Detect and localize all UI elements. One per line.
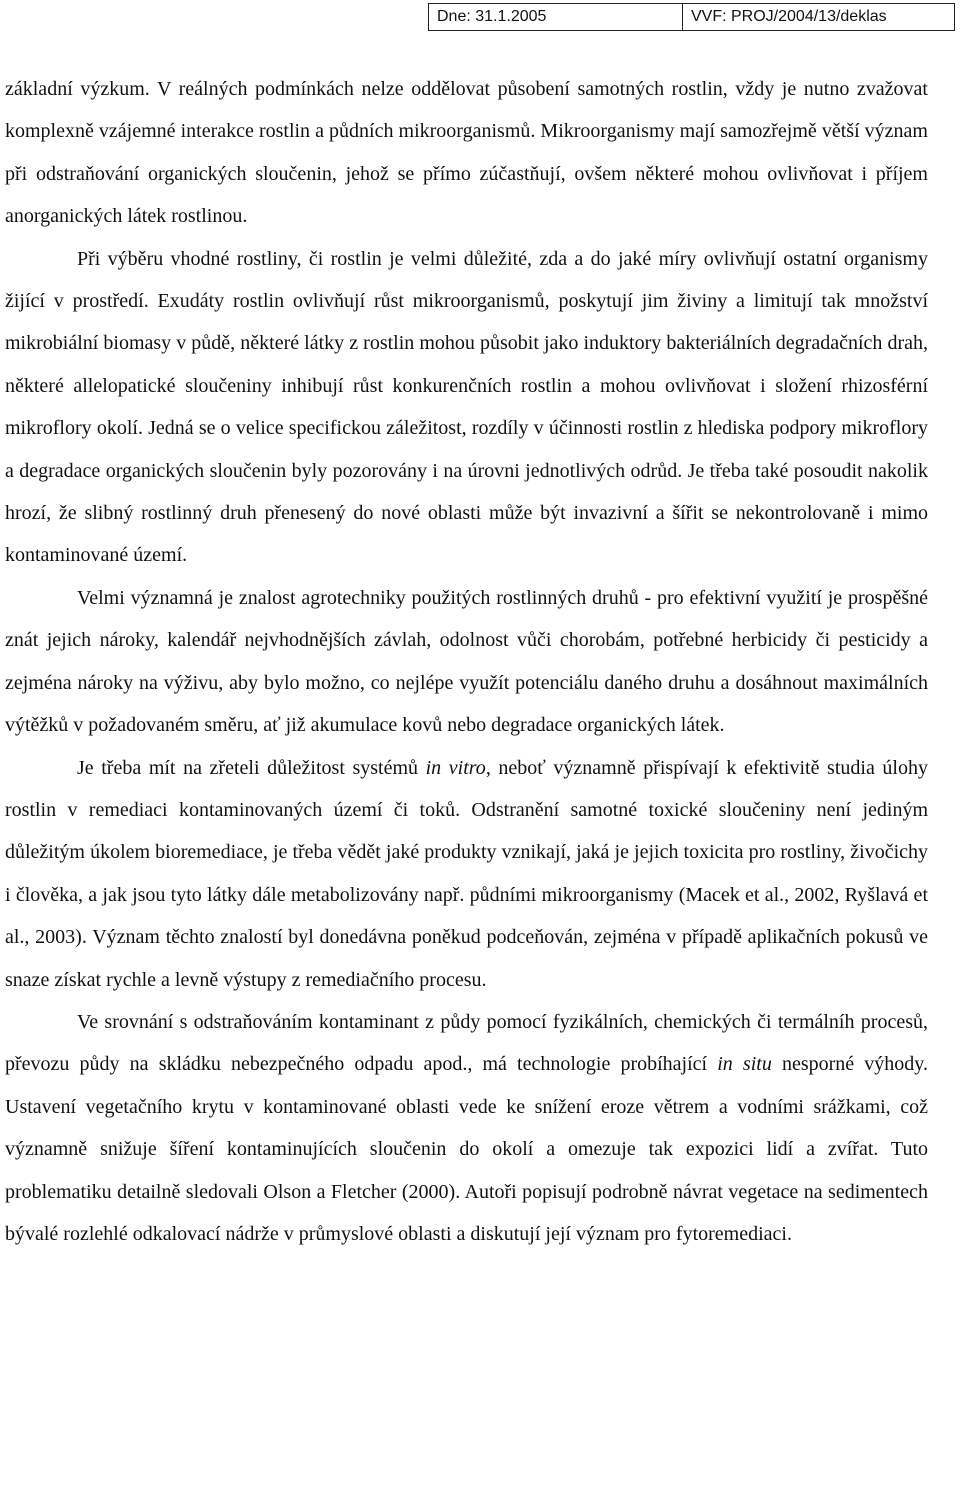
paragraph-5-text-a: Ve srovnání s odstraňováním kontaminant z půdy pomocí fyzikálních, chemických či termálníh procesů, převozu půdy na skládku nebezpečného odpadu apod., má technologie probíhající xyxy=(5,1010,928,1076)
header-document-id: VVF: PROJ/2004/13/deklas xyxy=(682,4,954,30)
header-date: Dne: 31.1.2005 xyxy=(437,8,547,25)
document-body xyxy=(5,68,928,1255)
paragraph-3: Velmi významná je znalost agrotechniky použitých rostlinných druhů - pro efektivní využití je prospěšné znát jejich nároky, kalendář nejvhodnějších závlah, odolnost vůči chorobám, potřebné herbicidy či pesticidy a zejména nároky na výživu, aby bylo možno, co nejlépe využít potenciálu daného druhu a dosáhnout maximálních výtěžků v požadovaném směru, ať již akumulace kovů nebo degradace organických látek. xyxy=(5,586,928,737)
paragraph-5-text-b: nesporné výhody. Ustavení vegetačního krytu v kontaminované oblasti vede ke snížení eroze větrem a vodními srážkami, což významně snižuje šíření kontaminujících sloučenin do okolí a omezuje tak expozici lidí a zvířat. Tuto problematiku detailně sledovali Olson a Fletcher (2000). Autoři popisují podrobně návrat vegetace na sedimentech bývalé rozlehlé odkalovací nádrže v průmyslové oblasti a diskutují její význam pro fytoremediaci. xyxy=(5,1053,928,1245)
in-situ-term: in situ xyxy=(717,1053,772,1076)
paragraph-4-text-b: , neboť významně přispívají k efektivitě studia úlohy rostlin v remediaci kontaminovaných území či toků. Odstranění samotné toxické sloučeniny není jediným důležitým úkolem bioremediace, je třeba vědět jaké produkty vznikají, jaká je jejich toxicita pro rostliny, živočichy i člověka, a jak jsou tyto látky dále metabolizovány např. půdními mikroorganismy (Macek et al., 2002, Ryšlavá et al., 2003). Význam těchto znalostí byl donedávna poněkud podceňován, zejména v případě aplikačních pokusů ve snaze získat rychle a levně výstupy z remediačního procesu. xyxy=(5,756,928,991)
in-vitro-term: in vitro xyxy=(425,756,486,779)
page-header xyxy=(428,3,955,31)
paragraph-5 xyxy=(5,1001,928,1255)
paragraph-1: základní výzkum. V reálných podmínkách nelze oddělovat působení samotných rostlin, vždy je nutno zvažovat komplexně vzájemné interakce rostlin a půdních mikroorganismů. Mikroorganismy mají samozřejmě větší význam při odstraňování organických sloučenin, jehož se přímo zúčastňují, ovšem některé mohou ovlivňovat i příjem anorganických látek rostlinou. xyxy=(5,78,928,228)
paragraph-2: Při výběru vhodné rostliny, či rostlin je velmi důležité, zda a do jaké míry ovlivňují ostatní organismy žijící v prostředí. Exudáty rostlin ovlivňují růst mikroorganismů, poskytují jim živiny a limitují tak množství mikrobiální biomasy v půdě, některé látky z rostlin mohou působit jako induktory bakteriálních degradačních drah, některé allelopatické sloučeniny inhibují růst konkurenčních rostlin a mohou ovlivňovat i složení rhizosférní mikroflory okolí. Jedná se o velice specifickou záležitost, rozdíly v účinnosti rostlin z hlediska podpory mikroflory a degradace organických sloučenin byly pozorovány i na úrovni jednotlivých odrůd. Je třeba také posoudit nakolik hrozí, že slibný rostlinný druh přenesený do nové oblasti může být invazivní a šířit se nekontrolovaně i mimo kontaminované území. xyxy=(5,247,928,567)
paragraph-4 xyxy=(5,747,928,1001)
paragraph-4-text-a: Je třeba mít na zřeteli důležitost systémů xyxy=(77,756,426,779)
